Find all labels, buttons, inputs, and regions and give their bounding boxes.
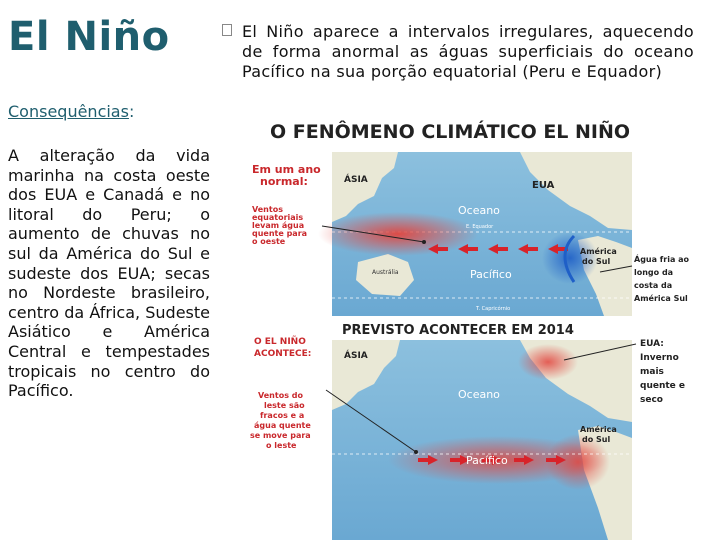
label-equator-1: E. Equador: [466, 224, 494, 230]
label-pacifico-1: Pacífico: [470, 268, 512, 281]
consequences-paragraph: A alteração da vida marinha na costa oeste dos EUA e Canadá e no litoral do Peru; o aumento de chuvas no sul da América do Sul e sudeste dos EUA; secas no Nordeste brasileiro, centro da África, Sudeste Asiático e América Central e tempestades tropicais no centro do Pacífico.: [8, 146, 210, 401]
label-eua-1: EUA: [532, 180, 555, 191]
figure-subtitle: PREVISTO ACONTECER EM 2014: [342, 323, 574, 338]
label-asia-1: ÁSIA: [344, 175, 368, 185]
square-bullet-icon: [222, 24, 232, 36]
slide-title: El Niño: [8, 14, 170, 60]
callout-ventos-equatoriais: Ventos equatoriais levam água quente para o oeste: [252, 205, 308, 246]
label-australia-1: Austrália: [372, 269, 399, 276]
panel-el-nino: [332, 340, 632, 540]
bullet-point: [222, 22, 694, 102]
callout-agua-fria: Água fria ao longo da costa da América Sul: [634, 255, 690, 303]
label-oceano-2: Oceano: [458, 388, 500, 401]
label-asia-2: ÁSIA: [344, 351, 368, 361]
figure-title: O FENÔMENO CLIMÁTICO EL NIÑO: [270, 121, 631, 143]
consequences-heading-colon: :: [128, 102, 135, 121]
label-america-sul-2: América do Sul: [580, 425, 617, 444]
bullet-text: El Niño aparece a intervalos irregulares, aquecendo de forma anormal as águas superficiais do oceano Pacífico na sua porção equatorial (Peru e Equador): [242, 22, 694, 81]
label-america-sul-1: América do Sul: [580, 247, 617, 266]
callout-normal-year: Em um ano normal:: [252, 163, 321, 188]
label-pacifico-2: Pacífico: [466, 454, 508, 467]
label-tropic-1: T. Capricórnio: [476, 306, 511, 312]
panel-normal-year: [318, 152, 632, 316]
callout-ventos-leste: Ventos do leste são fracos e a água quente se move para o leste: [250, 391, 311, 450]
callout-eua-inverno: EUA: Inverno mais quente e seco: [640, 339, 686, 405]
consequences-heading-label: Consequências: [8, 102, 129, 121]
consequences-heading: [8, 102, 134, 121]
el-nino-infographic: [248, 112, 720, 540]
callout-el-nino-acontece: O EL NIÑO ACONTECE:: [254, 337, 312, 359]
label-oceano-1: Oceano: [458, 204, 500, 217]
